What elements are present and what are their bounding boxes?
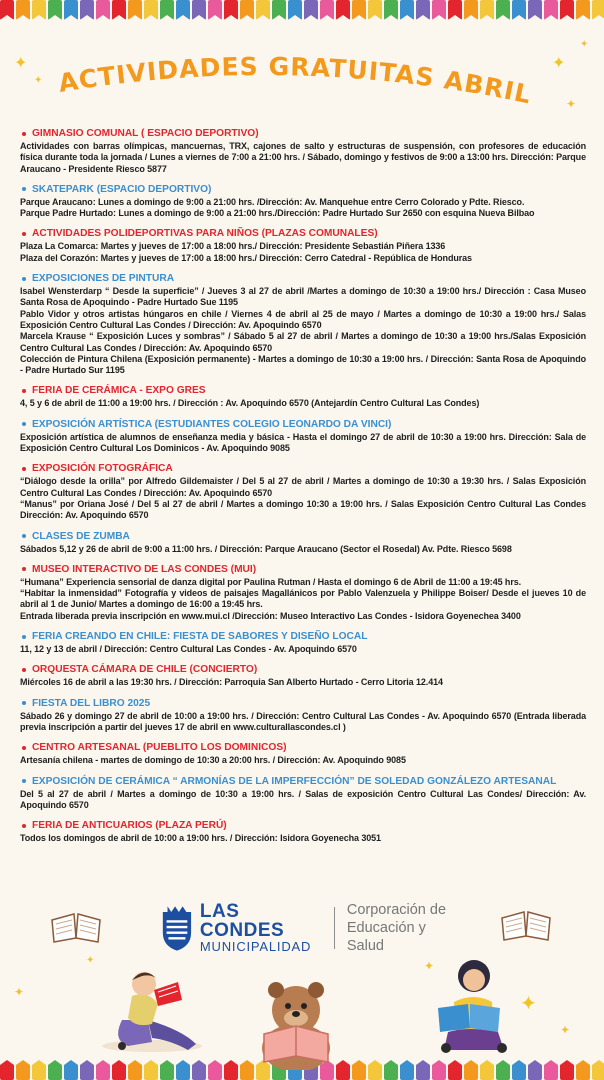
activity-heading-text: FERIA CREANDO EN CHILE: FIESTA DE SABORES Y DISEÑO LOCAL bbox=[32, 631, 368, 643]
activity-section bbox=[20, 631, 586, 655]
activity-section bbox=[20, 531, 586, 555]
sparkle-icon: ✦ bbox=[86, 955, 95, 966]
bullet-icon bbox=[22, 701, 26, 705]
activity-heading-text: SKATEPARK (ESPACIO DEPORTIVO) bbox=[32, 183, 212, 195]
pennant-flag-icon bbox=[512, 1060, 526, 1080]
pennant-flag-icon bbox=[16, 1060, 30, 1080]
pennant-flag-icon bbox=[112, 1060, 126, 1080]
sparkle-icon: ✦ bbox=[34, 75, 43, 86]
activity-heading bbox=[20, 742, 586, 753]
activity-detail: Parque Araucano: Lunes a domingo de 9:00 a 21:00 hrs. /Dirección: Av. Manquehue entre Cerro Colorado y Pdte. Riesco. bbox=[20, 196, 525, 207]
activity-detail: Plaza del Corazón: Martes y jueves de 17:00 a 18:00 hrs./ Dirección: Cerro Catedral - República de Honduras bbox=[20, 252, 472, 263]
pennant-flag-icon bbox=[224, 1060, 238, 1080]
activity-detail: Parque Padre Hurtado: Lunes a domingo de 9:00 a 21:00 hrs./Dirección: Padre Hurtado Sur 2650 con esquina Nueva Bilbao bbox=[20, 208, 535, 219]
pennant-flag-icon bbox=[208, 0, 222, 20]
bullet-icon bbox=[22, 824, 26, 828]
municipal-logo bbox=[160, 898, 460, 958]
book-icon bbox=[500, 906, 552, 942]
pennant-flag-icon bbox=[0, 0, 14, 20]
pennant-flag-icon bbox=[416, 0, 430, 20]
activity-detail: Actividades con barras olímpicas, mancuernas, TRX, cajones de salto y estructuras de suspensión, con profesores de educación física durante toda la jornada / Lunes a viernes de 7:00 a 21:00 hrs. / Sábado, domingo y festivos de 9:00 a 13:00 hrs. Dirección: Parque Araucano - Presidente Riesco 5877 bbox=[20, 141, 586, 174]
pennant-flag-icon bbox=[400, 1060, 414, 1080]
corp-line1: Corporación de bbox=[346, 902, 447, 918]
shield-icon bbox=[160, 903, 194, 953]
activity-heading-text: CLASES DE ZUMBA bbox=[32, 530, 130, 542]
pennant-flag-icon bbox=[32, 1060, 46, 1080]
pennant-flag-icon bbox=[416, 1060, 430, 1080]
pennant-flag-icon bbox=[96, 0, 110, 20]
pennant-flag-icon bbox=[528, 1060, 542, 1080]
pennant-flag-icon bbox=[448, 1060, 462, 1080]
bullet-icon bbox=[22, 187, 26, 191]
bullet-icon bbox=[22, 635, 26, 639]
sparkle-icon: ✦ bbox=[424, 959, 435, 973]
activity-detail: Sábados 5,12 y 26 de abril de 9:00 a 11:00 hrs. / Dirección: Parque Araucano (Sector el Rosedal) Av. Pdte. Riesco 5698 bbox=[20, 543, 512, 554]
bullet-icon bbox=[22, 467, 26, 471]
activity-section bbox=[20, 273, 586, 376]
activity-heading-text: EXPOSICIÓN FOTOGRÁFICA bbox=[32, 463, 173, 475]
page-title bbox=[30, 35, 570, 118]
activity-section bbox=[20, 128, 586, 175]
bullet-icon bbox=[22, 668, 26, 672]
pennant-flag-icon bbox=[80, 1060, 94, 1080]
pennant-flag-icon bbox=[480, 0, 494, 20]
pennant-flag-icon bbox=[576, 1060, 590, 1080]
pennant-flag-icon bbox=[576, 0, 590, 20]
activity-heading bbox=[20, 184, 586, 195]
dog-reading-illustration bbox=[246, 978, 346, 1070]
girl-reading-illustration bbox=[418, 952, 522, 1056]
activity-heading bbox=[20, 664, 586, 675]
activity-heading-text: MUSEO INTERACTIVO DE LAS CONDES (MUI) bbox=[32, 563, 257, 575]
activity-heading bbox=[20, 776, 586, 787]
bullet-icon bbox=[22, 277, 26, 281]
activity-detail: Isabel Wensterdarp “ Desde la superficie” / Jueves 3 al 27 de abril /Martes a domingo de 10:30 a 19:00 hrs./ Dirección : Casa Museo Santa Rosa de Apoquindo - Padre Hurtado Sue 1195 bbox=[20, 286, 586, 308]
pennant-flag-icon bbox=[400, 0, 414, 20]
activity-heading bbox=[20, 820, 586, 831]
sparkle-icon: ✦ bbox=[580, 39, 589, 50]
activity-heading-text: EXPOSICIÓN DE CERÁMICA “ ARMONÍAS DE LA IMPERFECCIÓN” DE SOLEDAD GONZÁLEZO ARTESANAL bbox=[32, 775, 557, 787]
activity-section bbox=[20, 184, 586, 220]
bullet-icon bbox=[22, 534, 26, 538]
activity-heading bbox=[20, 463, 586, 474]
bullet-icon bbox=[22, 779, 26, 783]
pennant-flag-icon bbox=[352, 0, 366, 20]
pennant-flag-icon bbox=[560, 1060, 574, 1080]
activity-heading-text: FIESTA DEL LIBRO 2025 bbox=[32, 697, 151, 709]
pennant-flag-icon bbox=[0, 1060, 14, 1080]
sparkle-icon: ✦ bbox=[520, 993, 537, 1015]
pennant-flag-icon bbox=[256, 0, 270, 20]
pennant-flag-icon bbox=[192, 1060, 206, 1080]
pennant-flag-icon bbox=[48, 1060, 62, 1080]
activity-detail: Marcela Krause “ Exposición Luces y sombras” / Sábado 5 al 27 de abril / Martes a domingo de 10:30 a 19:00 hrs./Salas Exposición Centro Cultural Las Condes / Dirección: Av. Apoquindo 6570 bbox=[20, 331, 586, 353]
activity-detail: 11, 12 y 13 de abril / Dirección: Centro Cultural Las Condes - Av. Apoquindo 6570 bbox=[20, 644, 357, 655]
pennant-flag-icon bbox=[160, 0, 174, 20]
pennant-flag-icon bbox=[480, 1060, 494, 1080]
pennant-flag-icon bbox=[352, 1060, 366, 1080]
activity-section bbox=[20, 742, 586, 766]
pennant-flag-icon bbox=[288, 0, 302, 20]
activity-heading-text: EXPOSICIONES DE PINTURA bbox=[32, 273, 175, 285]
activity-heading bbox=[20, 419, 586, 430]
activity-section bbox=[20, 385, 586, 409]
activities-list bbox=[20, 128, 586, 853]
activity-detail: Miércoles 16 de abril a las 19:30 hrs. / Dirección: Parroquia San Alberto Hurtado - Cerro Litoria 12.414 bbox=[20, 677, 443, 688]
activity-section bbox=[20, 228, 586, 264]
pennant-flag-icon bbox=[336, 0, 350, 20]
activity-heading bbox=[20, 273, 586, 284]
pennant-flag-icon bbox=[32, 0, 46, 20]
pennant-flag-icon bbox=[560, 0, 574, 20]
pennant-flag-icon bbox=[368, 1060, 382, 1080]
pennant-flag-icon bbox=[432, 1060, 446, 1080]
activity-detail: “Habitar la inmensidad” Fotografía y videos de paisajes Magallánicos por Pablo Valenzuela y Philippe Boiser/ Desde el jueves 10 de abril al 1 de Junio/ Martes a domingo de 16:00 a 19:45 hrs. bbox=[20, 588, 586, 610]
pennant-flag-icon bbox=[496, 0, 510, 20]
pennant-flag-icon bbox=[96, 1060, 110, 1080]
logo-wordmark bbox=[200, 902, 322, 954]
activity-heading bbox=[20, 531, 586, 542]
pennant-flag-icon bbox=[16, 0, 30, 20]
activity-section bbox=[20, 564, 586, 622]
activity-detail: Artesanía chilena - martes de domingo de 10:30 a 20:00 hrs. / Dirección: Av. Apoquindo 9085 bbox=[20, 755, 406, 766]
pennant-flag-icon bbox=[128, 0, 142, 20]
activity-heading bbox=[20, 385, 586, 396]
bullet-icon bbox=[22, 746, 26, 750]
activity-detail: Pablo Vidor y otros artistas húngaros en chile / Viernes 4 de abril al 25 de mayo / Martes a domingo de 10:30 a 19:00 hrs./ Salas Exposición Centro Cultural Las Condes / Dirección: Av. Apoquindo 6570 bbox=[20, 308, 586, 330]
pennant-flag-icon bbox=[144, 0, 158, 20]
bullet-icon bbox=[22, 422, 26, 426]
pennant-flag-icon bbox=[384, 1060, 398, 1080]
activity-heading-text: EXPOSICIÓN ARTÍSTICA (ESTUDIANTES COLEGIO LEONARDO DA VINCI) bbox=[32, 418, 392, 430]
corp-line2: Educación y Salud bbox=[346, 920, 426, 954]
activity-detail: Colección de Pintura Chilena (Exposición permanente) - Martes a domingo de 10:30 a 19:00 hrs. / Dirección: Santa Rosa de Apoquindo - Padre Hurtado Sur 1195 bbox=[20, 353, 586, 376]
activity-section bbox=[20, 820, 586, 844]
pennant-flag-icon bbox=[528, 0, 542, 20]
logo-line1: LAS CONDES bbox=[199, 901, 285, 941]
pennant-flag-icon bbox=[496, 1060, 510, 1080]
pennant-flag-icon bbox=[512, 0, 526, 20]
bullet-icon bbox=[22, 389, 26, 393]
pennant-flag-icon bbox=[544, 1060, 558, 1080]
activity-detail: “Diálogo desde la orilla” por Alfredo Gildemaister / Del 5 al 27 de abril / Martes a domingo de 10:30 a 19:30 hrs. / Salas Exposición Centro Cultural Las Condes / Dirección: Av. Apoquindo 6570 bbox=[20, 476, 586, 498]
bullet-icon bbox=[22, 232, 26, 236]
pennant-flag-icon bbox=[272, 0, 286, 20]
svg-text:ACTIVIDADES GRATUITAS ABRIL 20 bbox=[31, 35, 544, 112]
activity-detail: Sábado 26 y domingo 27 de abril de 10:00 a 19:00 hrs. / Dirección: Centro Cultural Las Condes - Av. Apoquindo 6570 (Entrada liberada previa inscripción a partir del jueves 17 de abril en www.culturallascondes.cl ) bbox=[20, 710, 586, 732]
activity-heading-text: CENTRO ARTESANAL (PUEBLITO LOS DOMINICOS) bbox=[32, 742, 287, 754]
activity-detail: 4, 5 y 6 de abril de 11:00 a 19:00 hrs. / Dirección : Av. Apoquindo 6570 (Antejardín Centro Cultural Las Condes) bbox=[20, 398, 480, 409]
pennant-flag-icon bbox=[320, 0, 334, 20]
sparkle-icon: ✦ bbox=[566, 97, 577, 111]
sparkle-icon: ✦ bbox=[560, 1023, 571, 1037]
activity-detail: Todos los domingos de abril de 10:00 a 19:00 hrs. / Dirección: Isidora Goyenecha 3051 bbox=[20, 833, 381, 844]
pennant-flag-icon bbox=[592, 1060, 604, 1080]
logo-line2: MUNICIPALIDAD bbox=[199, 939, 312, 954]
activity-heading bbox=[20, 128, 586, 139]
sparkle-icon: ✦ bbox=[552, 55, 566, 72]
activity-detail: “Manus” por Oriana José / Del 5 al 27 de abril / Martes a domingo 10:30 a 19:00 hrs. / Salas Exposición Centro Cultural Las Condes Dirección: Av. Apoquindo 6570 bbox=[20, 498, 586, 521]
activity-heading-text: FERIA DE CERÁMICA - EXPO GRES bbox=[32, 385, 206, 397]
activity-detail: Exposición artística de alumnos de enseñanza media y básica - Hasta el domingo 27 de abril de 10:30 a 19:00 hrs. Dirección: Sala de Exposición Centro Cultural Los Dominicos - Av. Apoquindo 9085 bbox=[20, 431, 586, 454]
activity-heading-text: GIMNASIO COMUNAL ( ESPACIO DEPORTIVO) bbox=[32, 128, 259, 139]
pennant-flag-icon bbox=[192, 0, 206, 20]
activity-section bbox=[20, 664, 586, 688]
pennant-banner-top bbox=[0, 0, 604, 22]
sparkle-icon: ✦ bbox=[14, 55, 28, 72]
activity-heading-text: FERIA DE ANTICUARIOS (PLAZA PERÚ) bbox=[32, 820, 227, 832]
activity-section bbox=[20, 698, 586, 734]
activity-section bbox=[20, 419, 586, 455]
book-icon bbox=[50, 908, 102, 944]
pennant-flag-icon bbox=[64, 1060, 78, 1080]
activity-section bbox=[20, 776, 586, 812]
pennant-flag-icon bbox=[160, 1060, 174, 1080]
activity-detail: Plaza La Comarca: Martes y jueves de 17:00 a 18:00 hrs./ Dirección: Presidente Sebastián Piñera 1336 bbox=[20, 241, 446, 252]
pennant-flag-icon bbox=[368, 0, 382, 20]
pennant-flag-icon bbox=[592, 0, 604, 20]
pennant-flag-icon bbox=[208, 1060, 222, 1080]
activity-heading bbox=[20, 564, 586, 575]
pennant-flag-icon bbox=[128, 1060, 142, 1080]
activity-heading-text: ACTIVIDADES POLIDEPORTIVAS PARA NIÑOS (PLAZAS COMUNALES) bbox=[32, 228, 378, 240]
pennant-flag-icon bbox=[240, 0, 254, 20]
pennant-flag-icon bbox=[112, 0, 126, 20]
bullet-icon bbox=[22, 132, 26, 136]
activity-heading bbox=[20, 698, 586, 709]
activity-detail: Del 5 al 27 de abril / Martes a domingo de 10:30 a 19:00 hrs. / Salas de exposición Centro Cultural Las Condes/ Dirección: Av. Apoquindo 6570 bbox=[20, 788, 586, 810]
pennant-flag-icon bbox=[384, 0, 398, 20]
sparkle-icon: ✦ bbox=[14, 985, 25, 999]
pennant-flag-icon bbox=[64, 0, 78, 20]
pennant-flag-icon bbox=[544, 0, 558, 20]
pennant-flag-icon bbox=[176, 0, 190, 20]
pennant-flag-icon bbox=[304, 0, 318, 20]
pennant-flag-icon bbox=[176, 1060, 190, 1080]
child-reading-illustration bbox=[92, 960, 212, 1056]
activity-heading-text: ORQUESTA CÁMARA DE CHILE (CONCIERTO) bbox=[32, 664, 258, 676]
logo-divider bbox=[334, 907, 335, 949]
pennant-flag-icon bbox=[432, 0, 446, 20]
pennant-flag-icon bbox=[48, 0, 62, 20]
activity-detail: Entrada liberada previa inscripción en www.mui.cl /Dirección: Museo Interactivo Las Condes - Isidora Goyenechea 3400 bbox=[20, 610, 521, 621]
pennant-flag-icon bbox=[224, 0, 238, 20]
activity-heading bbox=[20, 228, 586, 239]
pennant-flag-icon bbox=[80, 0, 94, 20]
page-title-text: ACTIVIDADES GRATUITAS ABRIL 2025 bbox=[30, 35, 544, 112]
pennant-flag-icon bbox=[464, 1060, 478, 1080]
pennant-flag-icon bbox=[144, 1060, 158, 1080]
corporation-name bbox=[347, 901, 460, 955]
activity-detail: “Humana” Experiencia sensorial de danza digital por Paulina Rutman / Hasta el domingo 6 de Abril de 11:00 a 19:45 hrs. bbox=[20, 576, 522, 587]
pennant-flag-icon bbox=[448, 0, 462, 20]
bullet-icon bbox=[22, 567, 26, 571]
activity-heading bbox=[20, 631, 586, 642]
pennant-flag-icon bbox=[464, 0, 478, 20]
activity-section bbox=[20, 463, 586, 521]
